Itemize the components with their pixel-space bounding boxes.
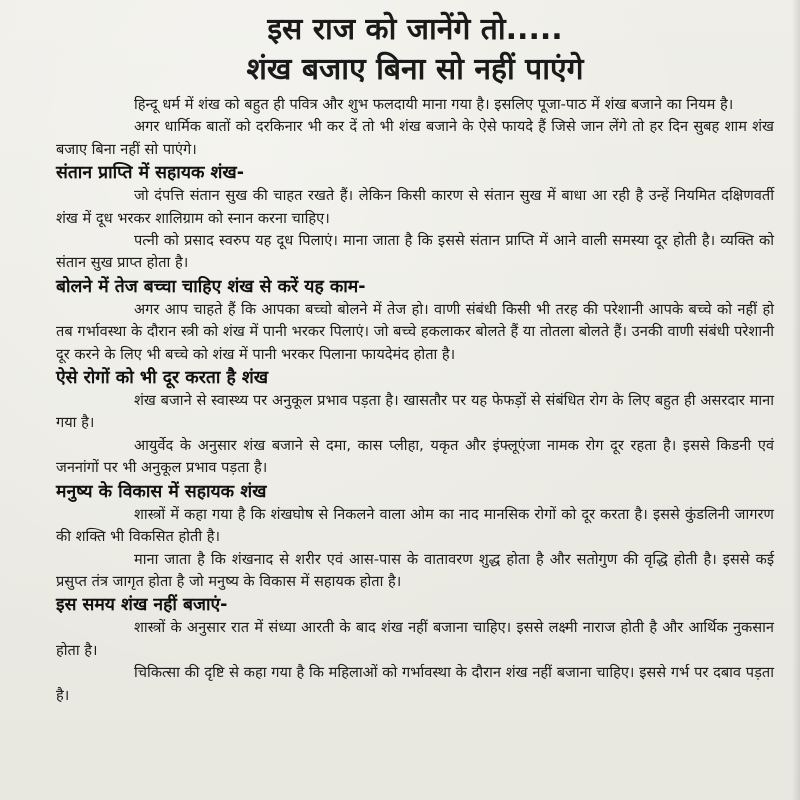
- section-heading-samay: इस समय शंख नहीं बजाएं-: [56, 595, 228, 616]
- section-samay-paragraph-1: शास्त्रों के अनुसार रात में संध्या आरती के बाद शंख नहीं बजाना चाहिए। इससे लक्ष्मी नाराज होती है और आर्थिक नुकसान होता है।: [56, 619, 774, 659]
- title-line-1: इस राज को जानेंगे तो.....: [267, 12, 563, 47]
- article-title: [56, 10, 774, 90]
- paper-edge-shadow: [792, 0, 800, 800]
- section-heading-vikas: मनुष्य के विकास में सहायक शंख: [56, 481, 267, 502]
- section-heading-rog: ऐसे रोगों को भी दूर करता है शंख: [56, 368, 269, 389]
- section-santan-paragraph-1: जो दंपत्ति संतान सुख की चाहत रखते हैं। लेकिन किसी कारण से संतान सुख में बाधा आ रही है उन्हें नियमित दक्षिणवर्ती शंख में दूध भरकर शालिग्राम को स्नान करना चाहिए।: [56, 187, 774, 227]
- section-rog-paragraph-1: शंख बजाने से स्वास्थ्य पर अनुकूल प्रभाव पड़ता है। खासतौर पर यह फेफड़ों से संबंधित रोग के लिए बहुत ही असरदार माना गया है।: [56, 392, 774, 432]
- section-vikas-paragraph-1: शास्त्रों में कहा गया है कि शंखघोष से निकलने वाला ओम का नाद मानसिक रोगों को दूर करता है। इससे कुंडलिनी जागरण की शक्ति भी विकसित होती है।: [56, 505, 774, 546]
- section-heading-santan: संतान प्राप्ति में सहायक शंख-: [56, 163, 244, 184]
- section-samay-paragraph-2: चिकित्सा की दृष्टि से कहा गया है कि महिलाओं को गर्भावस्था के दौरान शंख नहीं बजाना चाहिए। इससे गर्भ पर दबाव पड़ता है।: [56, 664, 774, 704]
- section-rog-paragraph-2: आयुर्वेद के अनुसार शंख बजाने से दमा, कास प्लीहा, यकृत और इंफ्लूएंजा नामक रोग दूर रहता है। इससे किडनी एवं जननांगों पर भी अनुकूल प्रभाव पड़ता है।: [56, 436, 774, 477]
- section-santan-paragraph-2: पत्नी को प्रसाद स्वरुप यह दूध पिलाएं। माना जाता है कि इससे संतान प्राप्ति में आने वाली समस्या दूर होती है। व्यक्ति को संतान सुख प्राप्त होता है।: [56, 232, 774, 272]
- section-bolne-paragraph-1: अगर आप चाहते हैं कि आपका बच्चो बोलने में तेज हो। वाणी संबंधी किसी भी तरह की परेशानी आपके बच्चे को नहीं हो तब गर्भावस्था के दौरान स्त्री को शंख में पानी भरकर पिलाएं। जो बच्चे हकलाकर बोलते हैं या तोतला बोलते हैं। उनकी वाणी संबंधी परेशानी दूर करने के लिए भी बच्चे को शंख में पानी भरकर पिलाना फायदेमंद होता है।: [56, 300, 774, 363]
- section-vikas-paragraph-2: माना जाता है कि शंखनाद से शरीर एवं आस-पास के वातावरण शुद्ध होता है और सतोगुण की वृद्धि होती है। इससे कई प्रसुप्त तंत्र जागृत होता है जो मनुष्य के विकास में सहायक होता है।: [56, 550, 774, 590]
- intro-paragraph-1: हिन्दू धर्म में शंख को बहुत ही पवित्र और शुभ फलदायी माना गया है। इसलिए पूजा-पाठ में शंख बजाने का नियम है।: [134, 96, 734, 113]
- intro-paragraph-2: अगर धार्मिक बातों को दरकिनार भी कर दें तो भी शंख बजाने के ऐसे फायदे हैं जिसे जान लेंगे तो हर दिन सुबह शाम शंख बजाए बिना नहीं सो पाएंगे।: [56, 118, 774, 158]
- section-heading-bolne: बोलने में तेज बच्चा चाहिए शंख से करें यह काम-: [56, 276, 366, 297]
- title-line-2: शंख बजाए बिना सो नहीं पाएंगे: [246, 52, 584, 87]
